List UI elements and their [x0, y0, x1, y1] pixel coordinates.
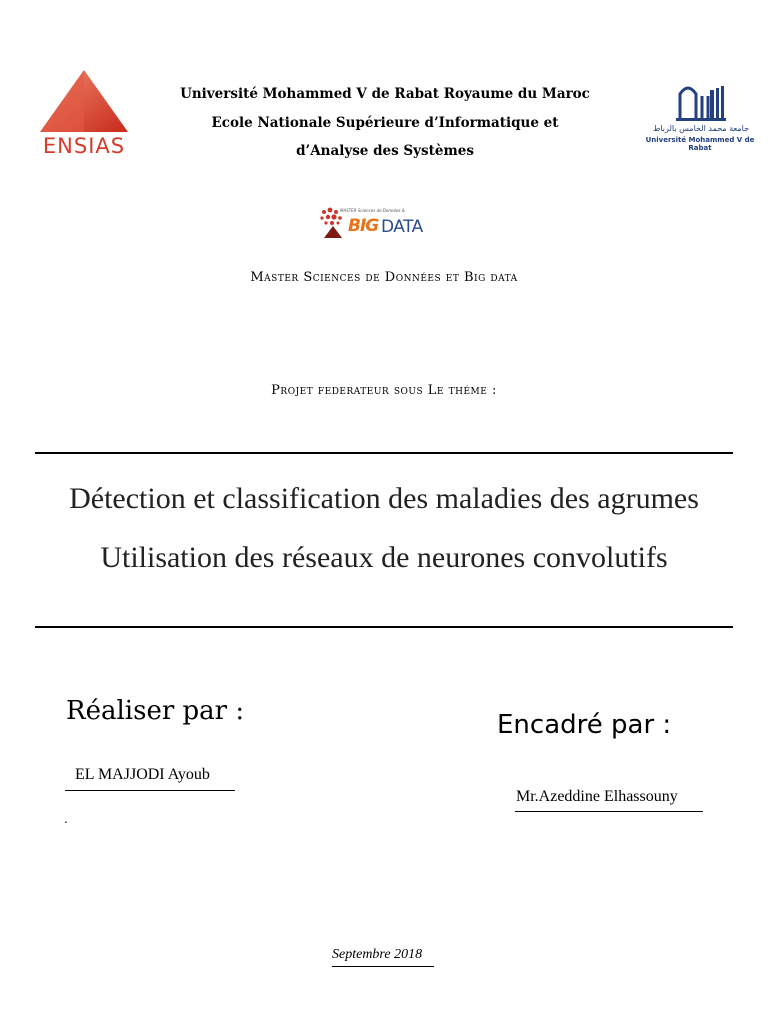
- author-underline: [65, 790, 235, 791]
- title-rule-top: [35, 452, 733, 454]
- ensias-logo: [34, 68, 134, 160]
- ensias-triangle-icon: [34, 68, 134, 134]
- bigdata-data-text: DATA: [381, 217, 423, 237]
- encadre-label: Encadré par :: [497, 710, 672, 740]
- bigdata-tagline: MASTER Sciences de Données &: [340, 208, 405, 213]
- ensias-logo-text: ENSIAS: [42, 134, 126, 158]
- date-underline: [332, 966, 434, 967]
- author-name: EL MAJJODI Ayoub: [75, 766, 210, 783]
- supervisor-name: Mr.Azeddine Elhassouny: [516, 788, 678, 805]
- realiser-label: Réaliser par :: [66, 696, 245, 726]
- title-line-2: Utilisation des réseaux de neurones convolutifs: [100, 541, 668, 574]
- master-program: Master Sciences de Données et Big data: [250, 270, 518, 285]
- title-rule-bottom: [35, 626, 733, 628]
- header-school: Ecole Nationale Supérieure d’Informatique et: [211, 115, 559, 131]
- university-arabic-name: جامعة محمد الخامس بالرباط: [652, 124, 750, 133]
- title-line-1: Détection et classification des maladies des agrumes: [69, 482, 699, 515]
- university-latin-name: Université Mohammed V de Rabat: [645, 136, 755, 152]
- project-theme-label: Projet federateur sous Le théme :: [271, 383, 497, 398]
- bigdata-big-text: BIG: [348, 216, 379, 236]
- header-university: Université Mohammed V de Rabat Royaume du Maroc: [180, 86, 590, 102]
- university-logo: [636, 80, 764, 156]
- stray-dot: .: [64, 812, 68, 826]
- supervisor-underline: [515, 811, 703, 812]
- university-arch-icon: [636, 80, 764, 124]
- bigdata-logo: [318, 204, 428, 240]
- header-school-cont: d’Analyse des Systèmes: [296, 143, 474, 159]
- date: Septembre 2018: [332, 947, 423, 962]
